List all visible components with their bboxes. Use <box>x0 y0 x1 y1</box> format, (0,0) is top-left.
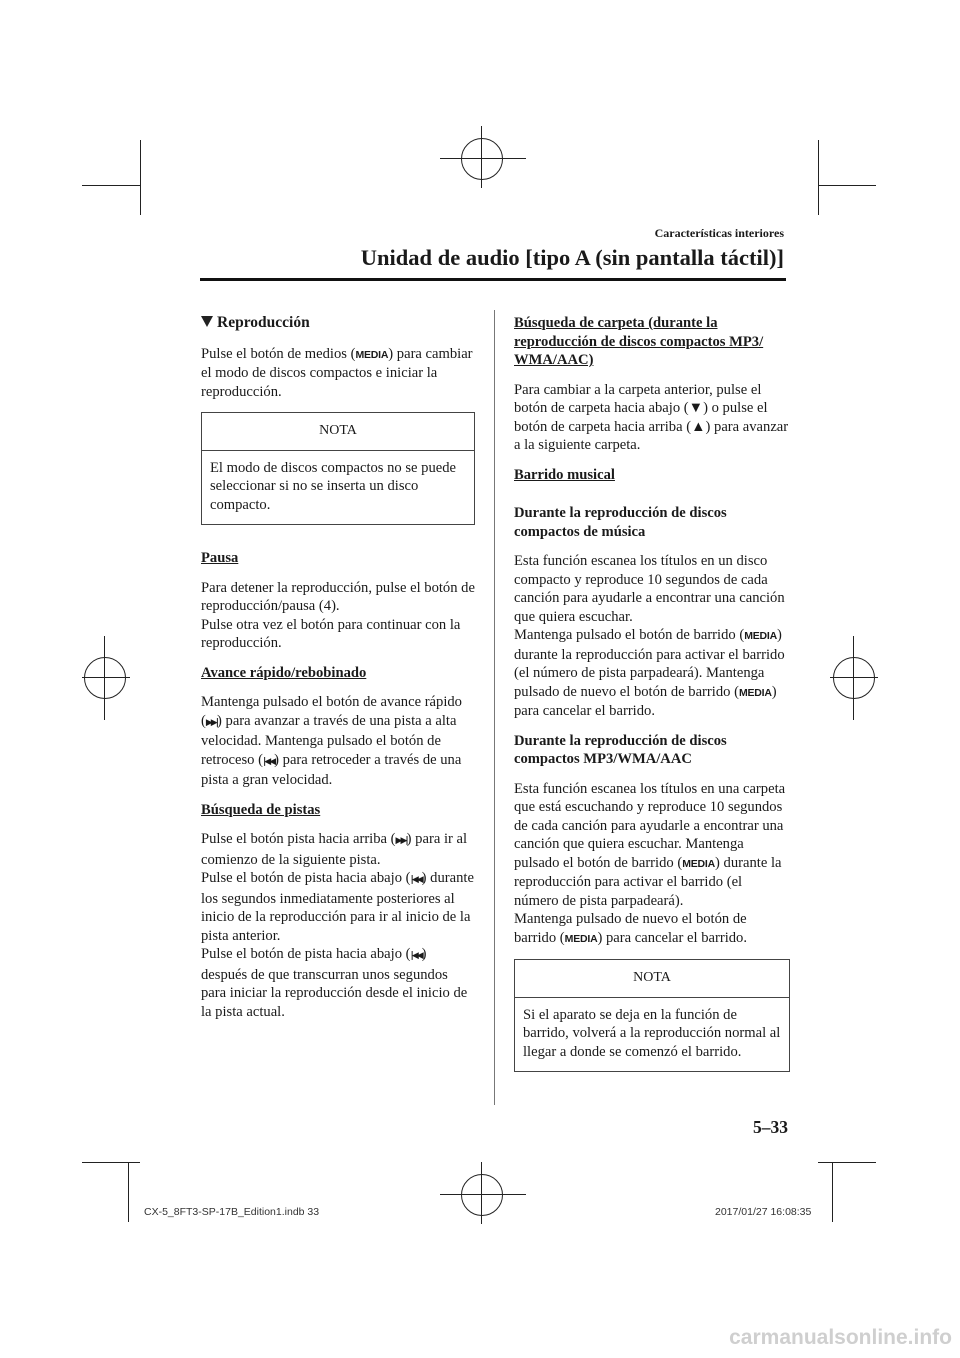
watermark: carmanualsonline.info <box>729 1326 952 1349</box>
barrido-heading: Barrido musical <box>514 466 615 483</box>
page-number: 5–33 <box>753 1117 788 1137</box>
track-down-icon: |◀◀ <box>410 875 422 885</box>
media-button-icon: MEDIA <box>738 686 772 699</box>
page-title: Unidad de audio [tipo A (sin pantalla táctil)] <box>360 245 784 270</box>
right-column <box>514 314 790 1096</box>
folder-up-icon: ▲ <box>691 418 706 435</box>
busqueda-heading: Búsqueda de pistas <box>201 801 321 818</box>
note-box <box>514 959 790 1072</box>
note-box <box>201 412 475 525</box>
intro-paragraph: Pulse el botón de medios (MEDIA) para cambiar el modo de discos compactos e iniciar la reproducción. <box>201 345 473 400</box>
pausa-heading: Pausa <box>201 550 239 566</box>
barrido-paragraph-2: Esta función escanea los títulos en una carpeta que está escuchando y reproduce 10 segundos de cada canción para ayudarle a encontrar una canción que quiera escuchar. Mantenga pulsado el botón de barrido (MEDIA) durante la reproducción para activar el barrido (el número de pista parpadeará). Mantenga pulsado de nuevo el botón de barrido (MEDIA) para cancelar el barrido. <box>514 780 786 946</box>
triangle-down-icon <box>201 316 213 327</box>
section-title-text: Reproducción <box>217 314 310 331</box>
barrido-sub1: Durante la reproducción de discos compactos de música <box>514 505 727 540</box>
section-title <box>201 314 475 333</box>
fast-forward-icon: ▶▶| <box>205 717 218 728</box>
section-label: Características interiores <box>654 226 784 240</box>
note-text: Si el aparato se deja en la función de barrido, volverá a la reproducción normal al llegar a donde se comenzó el barrido. <box>523 1006 781 1060</box>
carpeta-heading: Búsqueda de carpeta (durante la reproducción de discos compactos MP3/ WMA/AAC) <box>514 315 764 368</box>
column-divider <box>494 310 495 1105</box>
note-text: El modo de discos compactos no se puede seleccionar si no se inserta un disco compacto. <box>210 459 457 513</box>
carpeta-text: Para cambiar a la carpeta anterior, pulse el botón de carpeta hacia abajo (▼) o pulse el botón de carpeta hacia arriba (▲) para avanzar a la siguiente carpeta. <box>514 381 789 453</box>
note-label: NOTA <box>515 960 789 998</box>
avance-heading: Avance rápido/rebobinado <box>201 664 367 681</box>
header-rule <box>200 278 786 281</box>
barrido-paragraph-1: Esta función escanea los títulos en un disco compacto y reproduce 10 segundos de cada canción para ayudarle a encontrar una canción que quiera escuchar. Mantenga pulsado el botón de barrido (MEDIA) durante la reproducción para activar el barrido (el número de pista parpadeará). Mantenga pulsado de nuevo el botón de barrido (MEDIA) para cancelar el barrido. <box>514 553 785 719</box>
folder-down-icon: ▼ <box>688 400 704 416</box>
media-button-icon: MEDIA <box>564 932 598 945</box>
media-button-icon: MEDIA <box>355 348 389 361</box>
avance-text: Mantenga pulsado el botón de avance rápido (▶▶|) para avanzar a través de una pista a alta velocidad. Mantenga pulsado el botón de retroceso (|◀◀) para retroceder a través de una pista a gran velocidad. <box>201 694 462 788</box>
busqueda-text: Pulse el botón pista hacia arriba (▶▶|) para ir al comienzo de la siguiente pista. Pulse el botón de pista hacia abajo (|◀◀) durante los segundos inmediatamente posteriores al inicio de la reproducción para ir al inicio de la pista anterior. Pulse el botón de pista hacia abajo (|◀◀) después de que transcurran unos segundos para iniciar la reproducción desde el inicio de la pista actual. <box>201 831 474 1020</box>
media-button-icon: MEDIA <box>682 857 716 870</box>
footer-date: 2017/01/27 16:08:35 <box>715 1206 812 1218</box>
barrido-sub2: Durante la reproducción de discos compactos MP3/WMA/AAC <box>514 732 727 767</box>
note-label: NOTA <box>202 413 474 451</box>
rewind-icon: |◀◀ <box>263 756 275 767</box>
media-button-icon: MEDIA <box>744 630 778 642</box>
footer-file: CX-5_8FT3-SP-17B_Edition1.indb 33 <box>144 1206 320 1218</box>
pausa-text: Para detener la reproducción, pulse el botón de reproducción/pausa (4). Pulse otra vez el botón para continuar con la reproducción. <box>201 579 475 651</box>
left-column <box>201 314 475 1032</box>
track-down-icon: |◀◀ <box>410 951 422 961</box>
track-up-icon: ▶▶| <box>395 836 407 846</box>
